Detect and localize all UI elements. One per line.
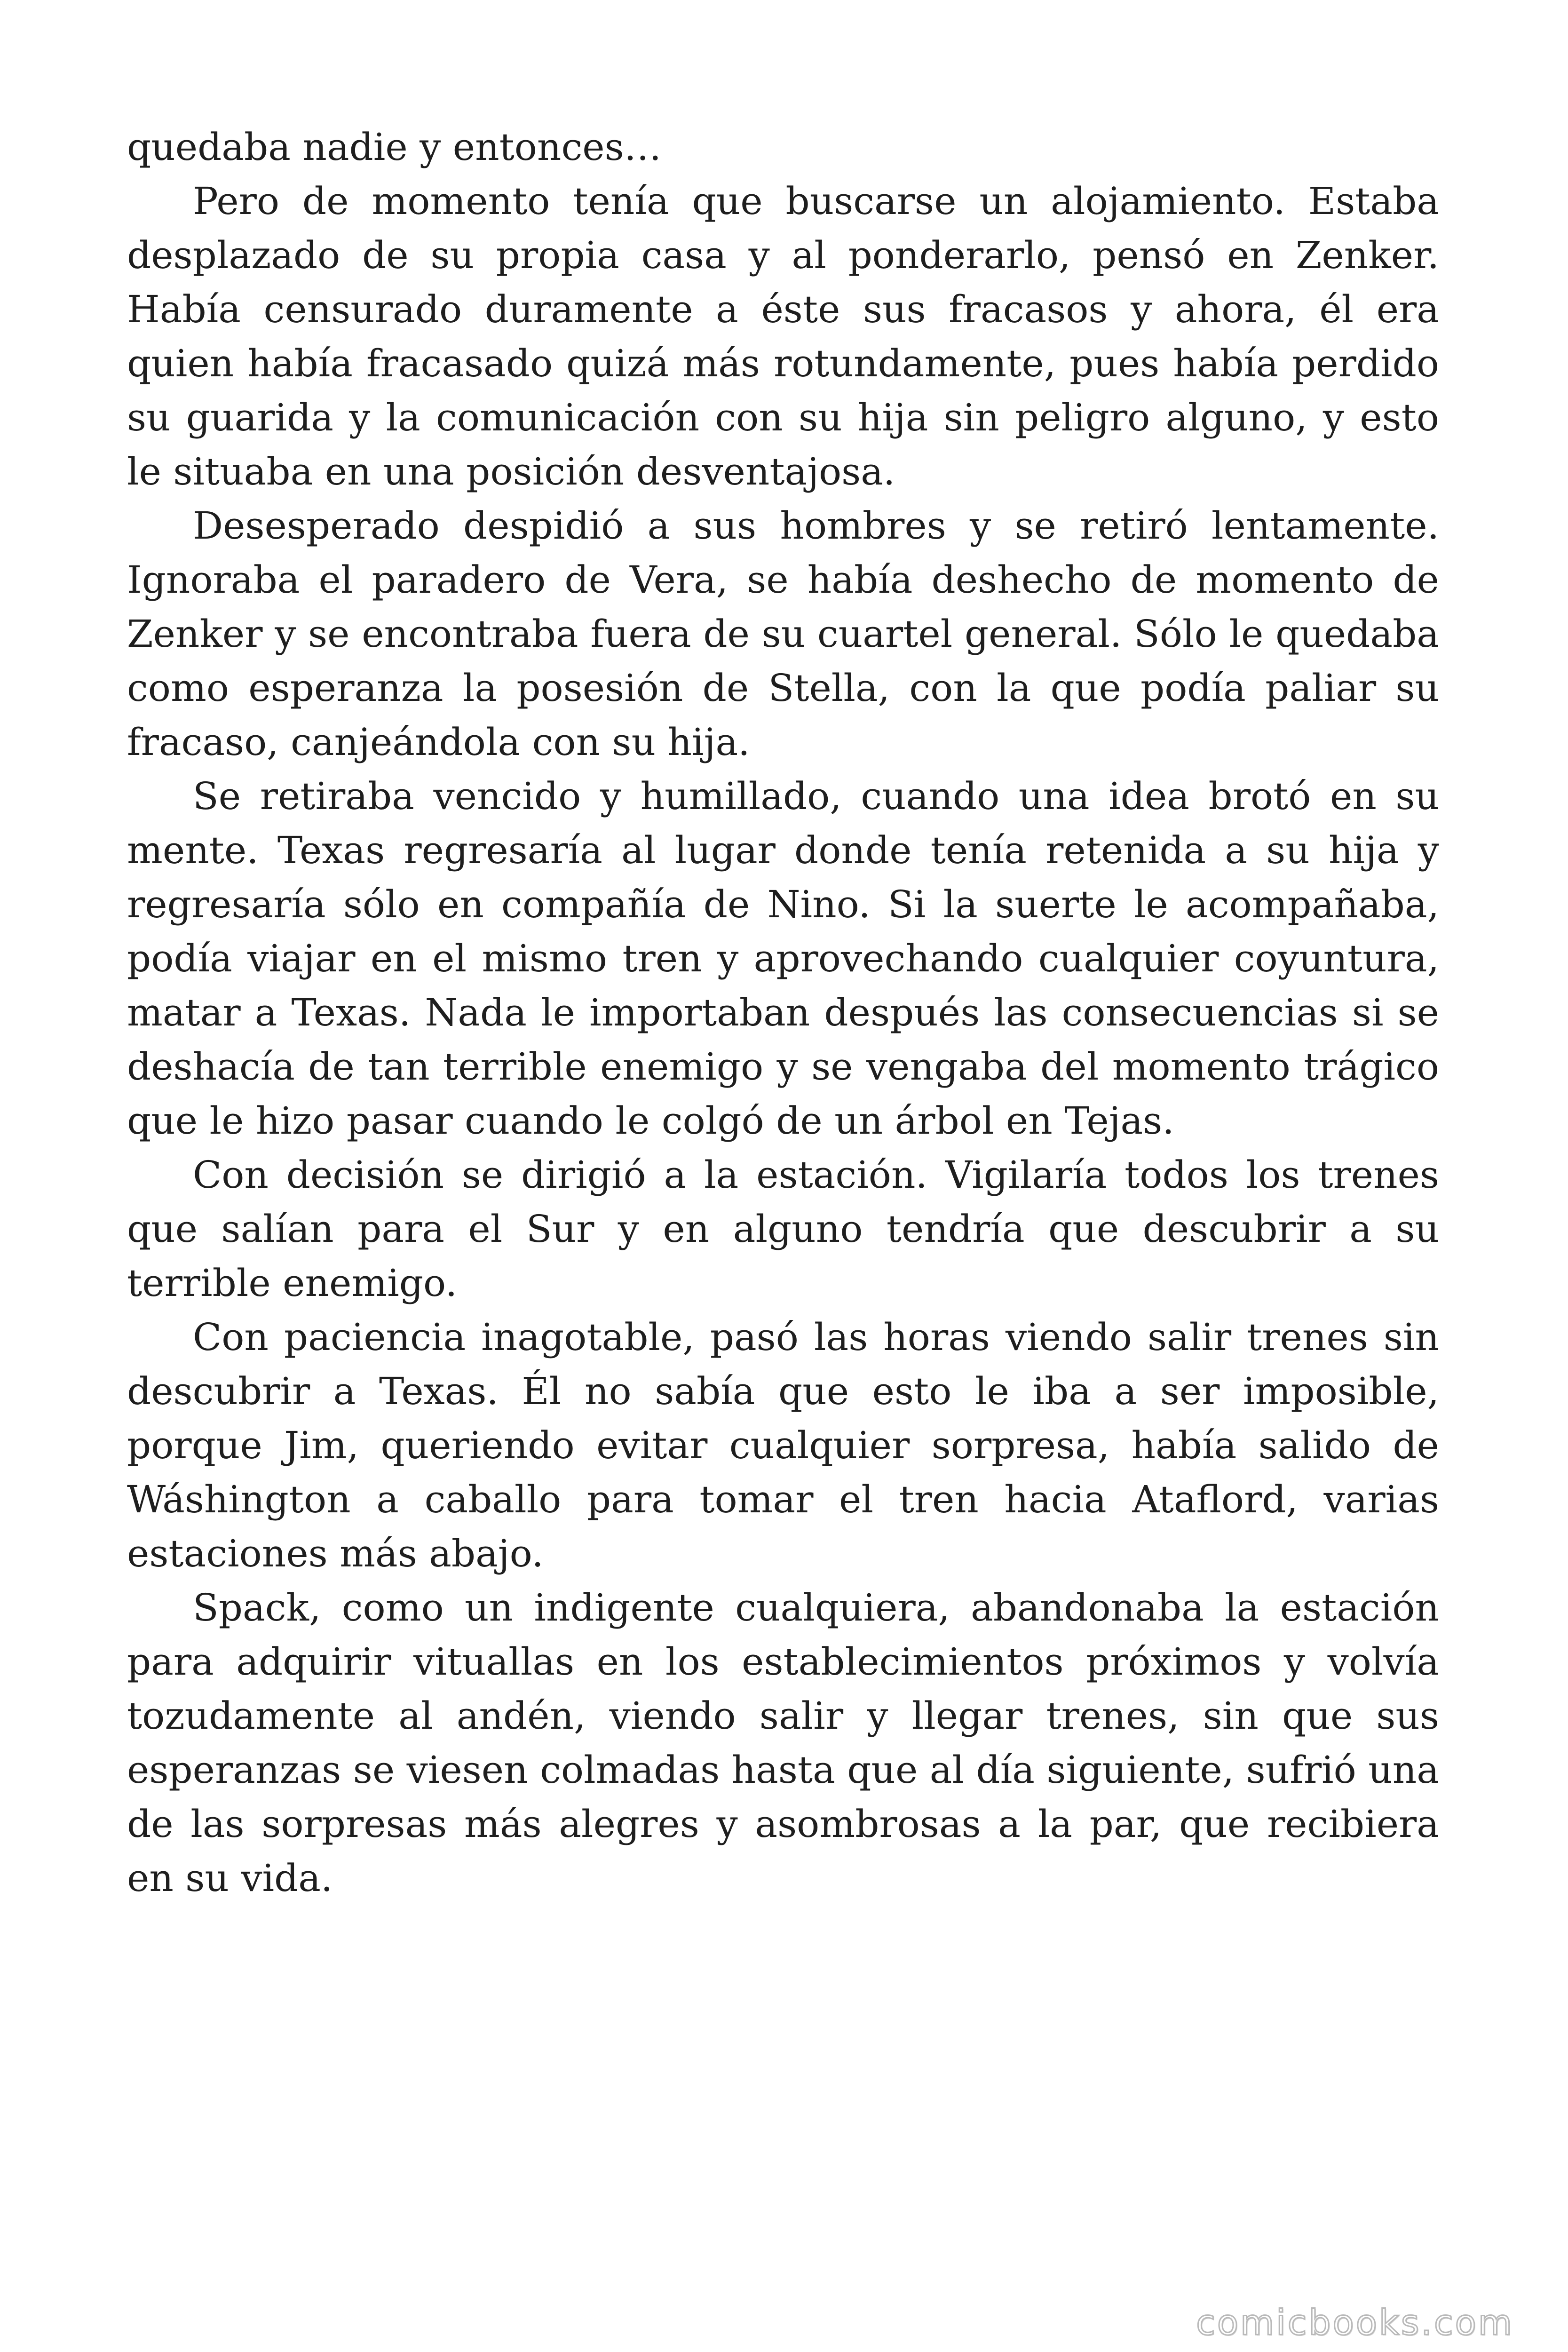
paragraph: Pero de momento tenía que buscarse un alojamiento. Estaba desplazado de su propia casa y al ponderarlo, pensó en Zenker. Había censurado duramente a éste sus fracasos y ahora, él era quien había fracasado quizá más rotundamente, pues había perdido su guarida y la comunicación con su hija sin peligro alguno, y esto le situaba en una posición desventajosa. xyxy=(127,179,1439,493)
paragraph: Con paciencia inagotable, pasó las horas viendo salir trenes sin descubrir a Texas. Él no sabía que esto le iba a ser imposible, porque Jim, queriendo evitar cualquier sorpresa, había salido de Wáshington a caballo para tomar el tren hacia Ataflord, varias estaciones más abajo. xyxy=(127,1315,1439,1575)
paragraph: Se retiraba vencido y humillado, cuando una idea brotó en su mente. Texas regresaría al lugar donde tenía retenida a su hija y regresaría sólo en compañía de Nino. Si la suerte le acompañaba, podía viajar en el mismo tren y aprovechando cualquier coyuntura, matar a Texas. Nada le importaban después las consecuencias si se deshacía de tan terrible enemigo y se vengaba del momento trágico que le hizo pasar cuando le colgó de un árbol en Tejas. xyxy=(127,774,1439,1143)
body-text xyxy=(127,120,1439,1905)
paragraph: Spack, como un indigente cualquiera, abandonaba la estación para adquirir vituallas en los establecimientos próximos y volvía tozudamente al andén, viendo salir y llegar trenes, sin que sus esperanzas se viesen colmadas hasta que al día siguiente, sufrió una de las sorpresas más alegres y asombrosas a la par, que recibiera en su vida. xyxy=(127,1586,1439,1900)
paragraph: Con decisión se dirigió a la estación. Vigilaría todos los trenes que salían para el Sur y en alguno tendría que descubrir a su terrible enemigo. xyxy=(127,1153,1439,1305)
paragraph-continuation: quedaba nadie y entonces… xyxy=(127,125,662,169)
watermark: comicbooks.com xyxy=(1196,2303,1514,2343)
paragraph: Desesperado despidió a sus hombres y se retiró lentamente. Ignoraba el paradero de Vera, se había deshecho de momento de Zenker y se encontraba fuera de su cuartel general. Sólo le quedaba como esperanza la posesión de Stella, con la que podía paliar su fracaso, canjeándola con su hija. xyxy=(127,504,1439,764)
